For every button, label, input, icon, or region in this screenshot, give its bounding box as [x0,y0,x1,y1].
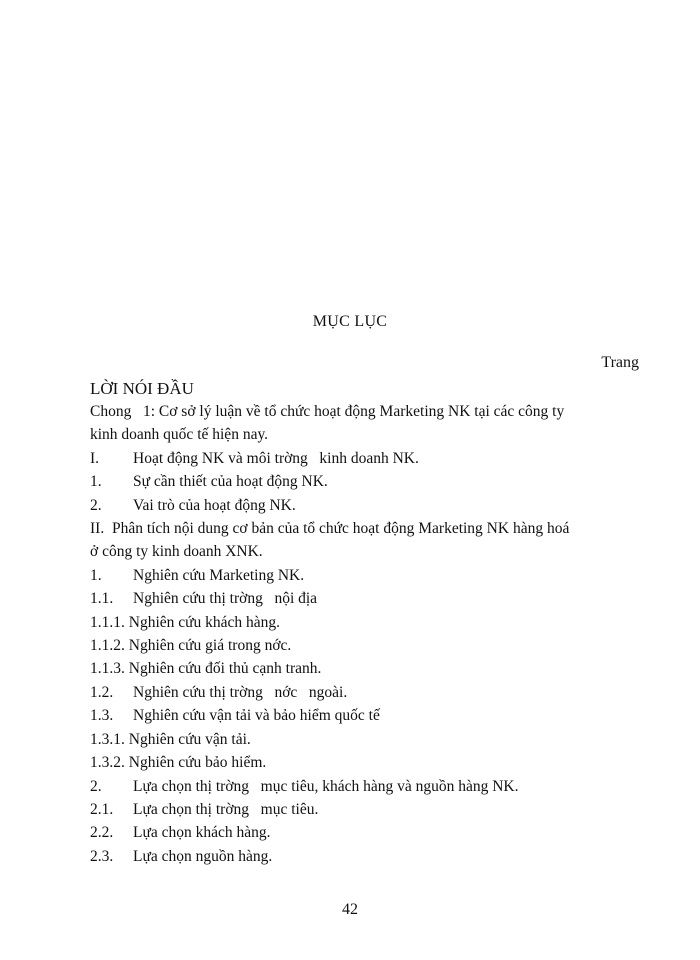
toc-entry [90,587,620,610]
page-number: 42 [342,901,358,918]
toc-entry [90,634,620,657]
toc-entries [90,400,620,868]
toc-entry [90,611,620,634]
toc-entry [90,845,620,868]
page-title: MỤC LỤC [312,313,388,330]
toc-entry-number: I. [90,449,100,467]
toc-entry [90,400,620,423]
toc-entry [90,798,620,821]
toc-entry-text: Chong 1: Cơ sở lý luận về tổ chức hoạt động Marketing NK tại các công ty [90,403,565,420]
toc-entry-text: 1.3.2. Nghiên cứu bảo hiểm. [90,754,267,772]
toc-entry-text: Lựa chọn thị trờng mục tiêu, khách hàng và nguồn hàng NK. [133,777,519,795]
toc-entry-text: ở công ty kinh doanh XNK. [90,543,263,561]
toc-entry [90,540,620,563]
toc-entry-text: Hoạt động NK và môi trờng kinh doanh NK. [133,449,419,467]
toc-entry [90,447,620,470]
toc-entry-number: 1.2. [90,683,114,701]
toc-entry-number: 1. [90,566,102,584]
toc-entry-text: 1.1.1. Nghiên cứu khách hàng. [90,613,281,631]
toc-entry-number: 1.3. [90,707,114,725]
toc-entry-text: 1.3.1. Nghiên cứu vận tải. [90,730,251,748]
toc-entry [90,564,620,587]
toc-entry [90,470,620,493]
toc-entry-text: Sự cần thiết của hoạt động NK. [133,473,328,491]
toc-entry-text: Vai trò của hoạt động NK. [133,496,296,514]
page-column-label: Trang [601,354,639,371]
toc-entry-text: Nghiên cứu thị trờng nớc ngoài. [133,683,348,701]
toc-entry-text: Lựa chọn khách hàng. [133,824,271,842]
table-of-contents [90,377,620,868]
toc-entry [90,775,620,798]
toc-entry-number: 2. [90,496,102,514]
toc-entry [90,751,620,774]
toc-entry-text: II. Phân tích nội dung cơ bản của tổ chức hoạt động Marketing NK hàng hoá [90,520,570,538]
toc-entry-text: Lựa chọn nguồn hàng. [133,847,273,865]
toc-entry [90,657,620,680]
toc-entry-text: Nghiên cứu Marketing NK. [133,566,305,584]
preface-heading: LỜI NÓI ĐẦU [90,379,194,398]
toc-entry [90,494,620,517]
toc-entry [90,517,620,540]
toc-entry-number: 2. [90,777,102,795]
toc-entry [90,681,620,704]
toc-entry-text: Nghiên cứu thị trờng nội địa [133,590,318,608]
toc-entry-text: Lựa chọn thị trờng mục tiêu. [133,800,319,818]
toc-entry [90,423,620,446]
toc-entry-number: 2.2. [90,824,114,842]
toc-entry [90,728,620,751]
toc-entry-text: 1.1.3. Nghiên cứu đối thủ cạnh tranh. [90,660,322,678]
toc-entry-text: kinh doanh quốc tế hiện nay. [90,426,269,444]
toc-entry [90,704,620,727]
toc-entry [90,821,620,844]
toc-entry-number: 2.1. [90,800,114,818]
toc-entry-number: 1.1. [90,590,114,608]
toc-entry-text: Nghiên cứu vận tải và bảo hiểm quốc tế [133,707,380,725]
toc-entry-text: 1.1.2. Nghiên cứu giá trong nớc. [90,637,292,655]
toc-entry-number: 1. [90,473,102,491]
toc-entry-number: 2.3. [90,847,114,865]
